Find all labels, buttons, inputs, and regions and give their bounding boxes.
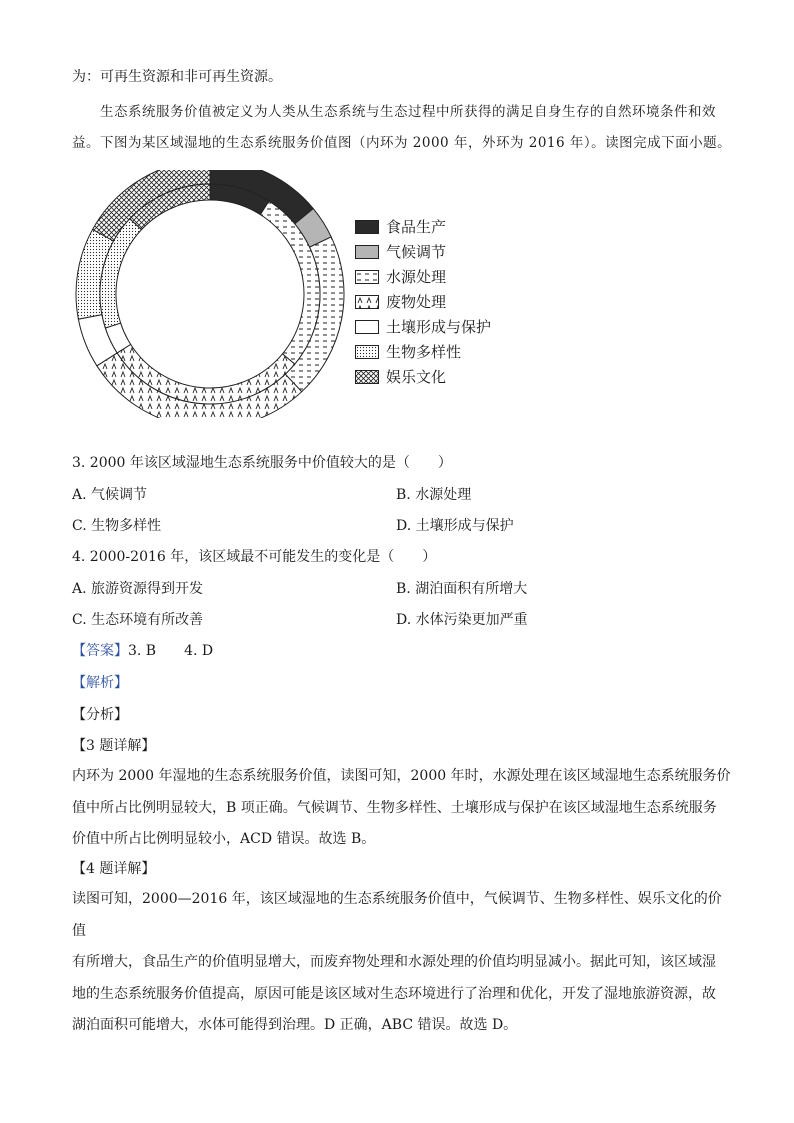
detail4-tag: 【4 题详解】 bbox=[72, 861, 156, 877]
q3-option-d: D. 土壤形成与保护 bbox=[396, 518, 514, 534]
chart-legend bbox=[355, 214, 491, 389]
ring-2000 bbox=[100, 184, 320, 404]
q4-option-a: A. 旅游资源得到开发 bbox=[72, 581, 204, 597]
legend-swatch-soil bbox=[355, 320, 379, 334]
legend-item-recreation bbox=[355, 364, 491, 389]
q3-option-c: C. 生物多样性 bbox=[72, 518, 162, 534]
answer-text: 3. B 4. D bbox=[128, 643, 214, 659]
legend-item-food bbox=[355, 214, 491, 239]
legend-swatch-recreation bbox=[355, 370, 379, 384]
q3-stem: 3. 2000 年该区域湿地生态系统服务中价值较大的是（ ） bbox=[72, 455, 452, 471]
detail3-line-1: 内环为 2000 年湿地的生态系统服务价值，读图可知，2000 年时，水源处理在该区域湿地生态系统服务价 bbox=[72, 768, 731, 784]
legend-label-climate: 气候调节 bbox=[386, 243, 447, 261]
detail3-body bbox=[72, 761, 732, 856]
q4-option-b: B. 湖泊面积有所增大 bbox=[396, 581, 528, 597]
detail3-tag: 【3 题详解】 bbox=[72, 738, 156, 754]
detail4-line-3: 地的生态系统服务价值提高，原因可能是该区域对生态环境进行了治理和优化，开发了湿地旅游资源，故 bbox=[72, 985, 716, 1002]
legend-label-biodiversity: 生物多样性 bbox=[386, 343, 462, 361]
ecosystem-service-ring-chart bbox=[74, 170, 346, 418]
detail4-line-2: 有所增大，食品生产的价值明显增大，而废弃物处理和水源处理的价值均明显减小。据此可知，该区域湿 bbox=[72, 954, 716, 970]
answer-tag: 【答案】 bbox=[72, 643, 128, 659]
detail3-line-2: 值中所占比例明显较大，B 项正确。气候调节、生物多样性、土壤形成与保护在该区域湿地生态系统服务 bbox=[72, 799, 717, 816]
q3-option-b: B. 水源处理 bbox=[396, 487, 472, 503]
q4-option-c: C. 生态环境有所改善 bbox=[72, 612, 204, 628]
legend-item-climate bbox=[355, 239, 491, 264]
fenxi-tag: 【分析】 bbox=[72, 707, 128, 723]
material-line-1: 生态系统服务价值被定义为人类从生态系统与生态过程中所获得的满足自身生存的自然环境条件和效 bbox=[100, 104, 716, 120]
legend-label-recreation: 娱乐文化 bbox=[386, 368, 447, 386]
legend-label-waste: 废物处理 bbox=[386, 293, 447, 311]
detail4-line-1: 读图可知，2000—2016 年，该区域湿地的生态系统服务价值中，气候调节、生物多样性、娱乐文化的价值 bbox=[72, 891, 722, 939]
answer-line bbox=[72, 640, 213, 660]
legend-item-soil bbox=[355, 314, 491, 339]
q4-stem: 4. 2000-2016 年，该区域最不可能发生的变化是（ ） bbox=[72, 549, 437, 565]
detail4-body bbox=[72, 884, 732, 1042]
q4-option-d: D. 水体污染更加严重 bbox=[396, 612, 528, 628]
legend-item-waste bbox=[355, 289, 491, 314]
legend-label-soil: 土壤形成与保护 bbox=[386, 318, 492, 336]
legend-item-biodiversity bbox=[355, 339, 491, 364]
material-line-2: 益。下图为某区域湿地的生态系统服务价值图（内环为 2000 年，外环为 2016 年）。读图完成下面小题。 bbox=[72, 135, 732, 151]
legend-label-food: 食品生产 bbox=[386, 218, 447, 236]
legend-label-water: 水源处理 bbox=[386, 268, 447, 286]
legend-swatch-climate bbox=[355, 245, 379, 259]
legend-swatch-food bbox=[355, 220, 379, 234]
intro-line: 为：可再生资源和非可再生资源。 bbox=[72, 69, 282, 85]
q3-option-a: A. 气候调节 bbox=[72, 487, 148, 503]
detail4-line-4: 湖泊面积可能增大，水体可能得到治理。D 正确，ABC 错误。故选 D。 bbox=[72, 1017, 518, 1033]
legend-swatch-waste bbox=[355, 295, 379, 309]
legend-swatch-water bbox=[355, 270, 379, 284]
detail3-line-3: 价值中所占比例明显较小，ACD 错误。故选 B。 bbox=[72, 831, 376, 847]
legend-item-water bbox=[355, 264, 491, 289]
analysis-tag: 【解析】 bbox=[72, 675, 128, 691]
legend-swatch-biodiversity bbox=[355, 345, 379, 359]
